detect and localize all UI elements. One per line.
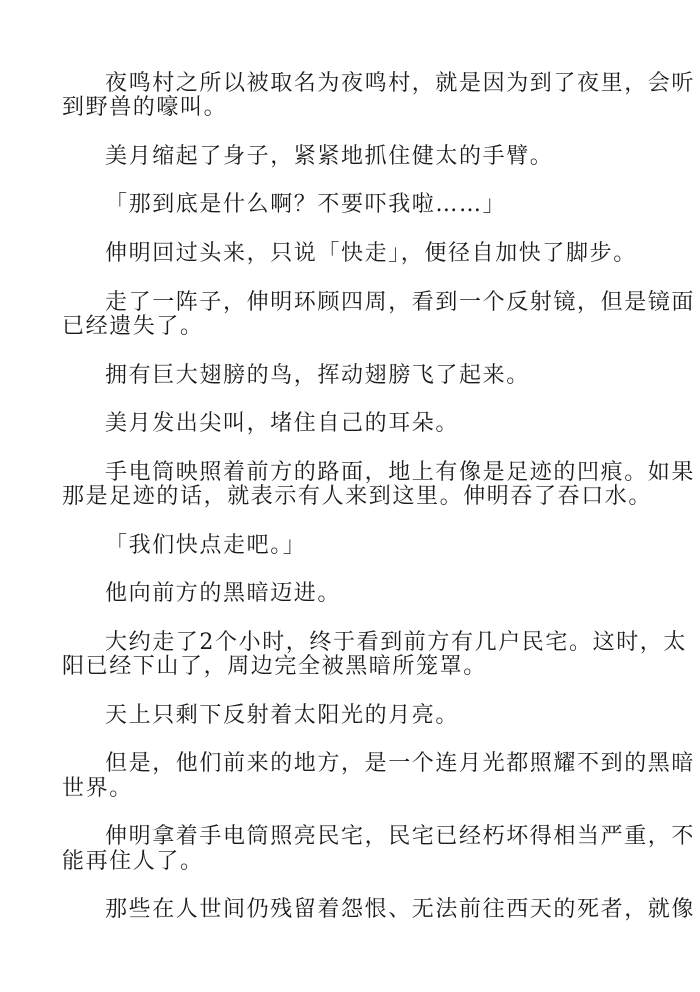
- text-line: 大约走了2个小时，终于看到前方有几户民宅。这时，太: [105, 629, 687, 655]
- text-line: 美月发出尖叫，堵住自己的耳朵。: [105, 411, 460, 437]
- document-page: [62, 71, 696, 947]
- paragraph: [62, 242, 662, 266]
- paragraph: [62, 289, 696, 340]
- text-line: 世界。: [62, 775, 133, 801]
- text-line: 天上只剩下反射着太阳光的月亮。: [105, 702, 460, 728]
- text-line: 到野兽的嚎叫。: [62, 95, 228, 121]
- text-line: 但是，他们前来的地方，是一个连月光都照耀不到的黑暗: [105, 751, 696, 777]
- text-line: 走了一阵子，伸明环顾四周，看到一个反射镜，但是镜面: [105, 289, 696, 315]
- text-line: 已经遗失了。: [62, 313, 204, 339]
- text-line: 那些在人世间仍残留着怨恨、无法前往西天的死者，就像: [105, 897, 696, 923]
- paragraph: [62, 582, 662, 606]
- paragraph: [62, 897, 696, 923]
- text-line: 那是足迹的话，就表示有人来到这里。伸明吞了吞口水。: [62, 484, 653, 510]
- text-line: 阳已经下山了，周边完全被黑暗所笼罩。: [62, 654, 487, 680]
- paragraph: [62, 459, 696, 510]
- text-line: 伸明拿着手电筒照亮民宅，民宅已经朽坏得相当严重，不: [105, 824, 696, 850]
- paragraph: [62, 145, 662, 169]
- paragraph: [62, 534, 662, 558]
- paragraph: [62, 704, 662, 728]
- paragraph: [62, 629, 687, 680]
- text-line: 他向前方的黑暗迈进。: [105, 581, 342, 607]
- text-line: 手电筒映照着前方的路面，地上有像是足迹的凹痕。如果: [105, 459, 696, 485]
- text-line: 美月缩起了身子，紧紧地抓住健太的手臂。: [105, 143, 554, 169]
- text-line: 「那到底是什么啊？不要吓我啦……」: [105, 192, 507, 218]
- paragraph: [62, 412, 662, 436]
- text-line: 夜鸣村之所以被取名为夜鸣村，就是因为到了夜里，会听: [105, 71, 696, 96]
- paragraph: [62, 751, 696, 801]
- paragraph: [62, 71, 696, 121]
- text-line: 拥有巨大翅膀的鸟，挥动翅膀飞了起来。: [105, 362, 530, 388]
- text-line: 能再住人了。: [62, 848, 204, 874]
- paragraph: [62, 824, 696, 874]
- paragraph: [62, 364, 662, 388]
- paragraph: [62, 193, 662, 217]
- text-line: 伸明回过头来，只说「快走」，便径自加快了脚步。: [105, 241, 637, 267]
- text-line: 「我们快点走吧。」: [105, 532, 307, 558]
